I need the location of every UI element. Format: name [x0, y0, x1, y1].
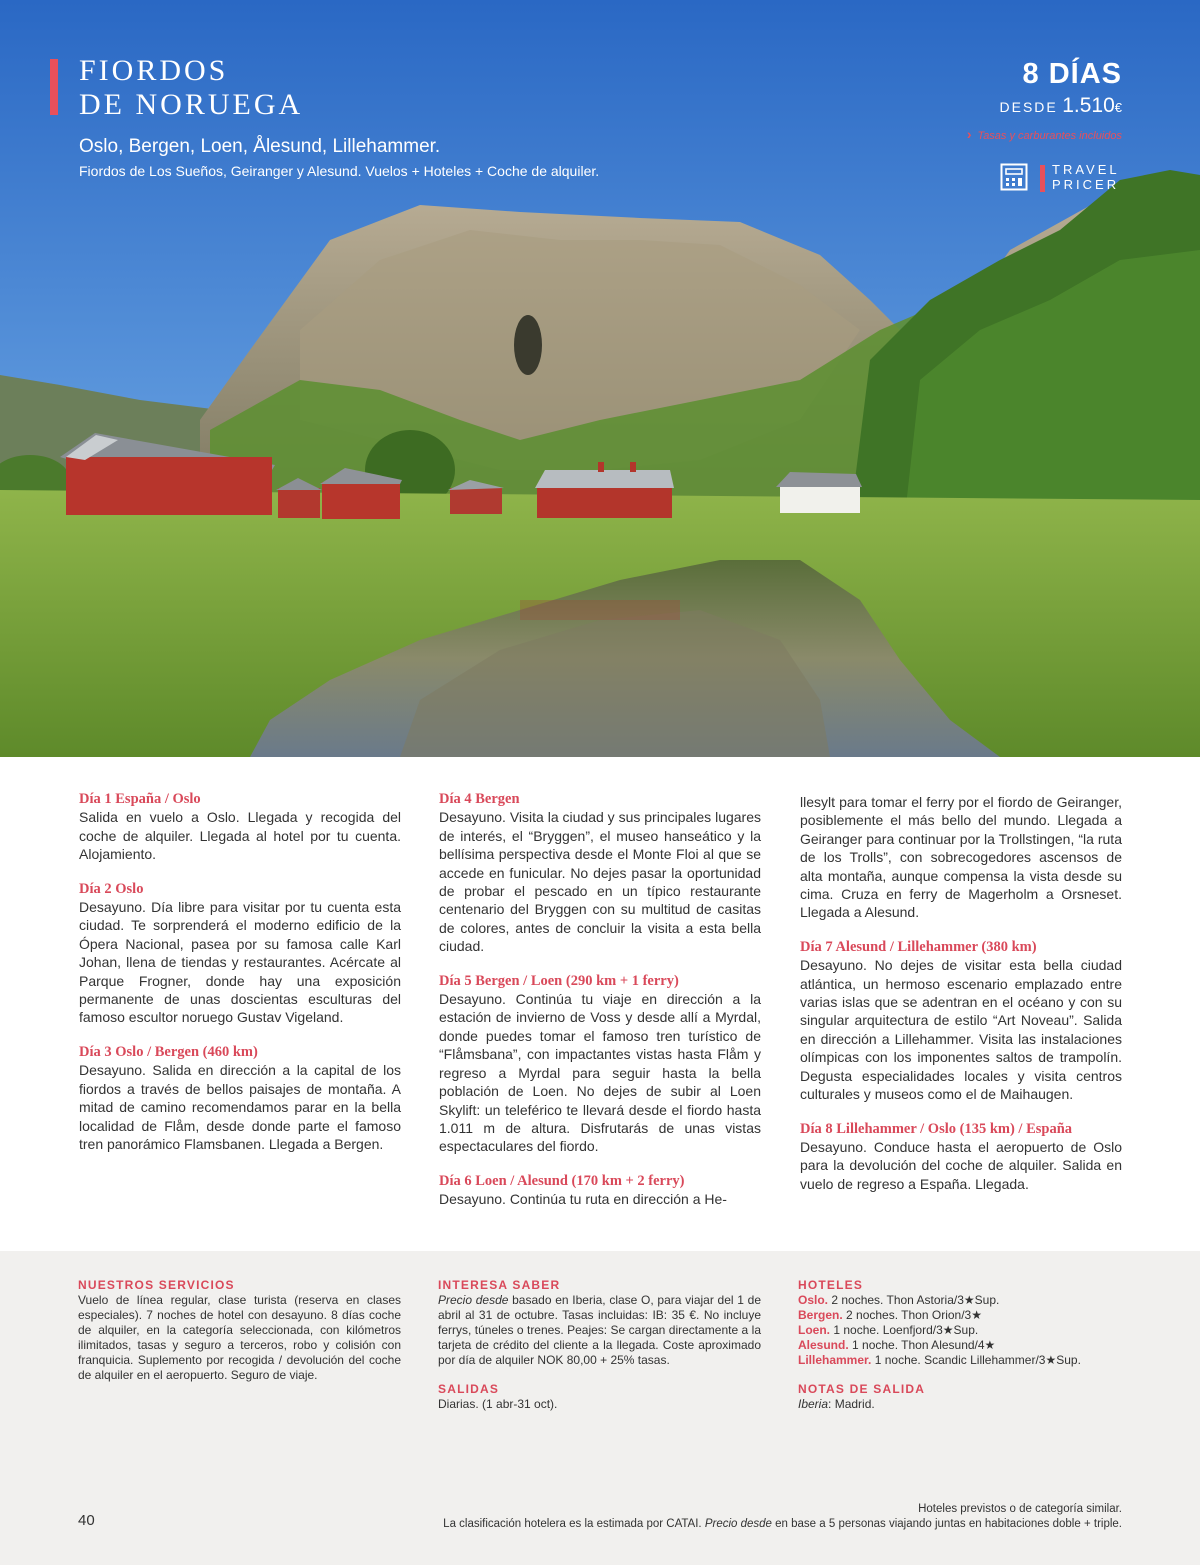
footnote-line-2: [443, 1517, 1122, 1532]
hotel-city: Alesund.: [798, 1338, 849, 1352]
day-8-title: Día 8 Lillehammer / Oslo (135 km) / España: [800, 1120, 1073, 1137]
travel-pricer-label: [1052, 162, 1120, 192]
taxes-note: [967, 126, 1122, 142]
notes-airline: Iberia: [798, 1397, 829, 1411]
know-emphasis: Precio desde: [438, 1293, 509, 1307]
day-5-title: Día 5 Bergen / Loen (290 km + 1 ferry): [439, 972, 679, 989]
hotel-city: Oslo.: [798, 1293, 829, 1307]
hotel-detail: 2 noches. Thon Astoria/3★Sup.: [828, 1293, 1000, 1307]
footnote-text-a: La clasificación hotelera es la estimada por CATAI.: [443, 1518, 705, 1530]
notes-heading: NOTAS DE SALIDA: [798, 1382, 926, 1396]
hotel-city: Bergen.: [798, 1308, 843, 1322]
day-7-title: Día 7 Alesund / Lillehammer (380 km): [800, 938, 1037, 955]
hotel-detail: 2 noches. Thon Orion/3★: [842, 1308, 982, 1322]
pricer-line-2: PRICER: [1052, 177, 1120, 192]
hotel-city: Lillehammer.: [798, 1353, 872, 1367]
route-description: Fiordos de Los Sueños, Geiranger y Alesund. Vuelos + Hoteles + Coche de alquiler.: [79, 163, 600, 179]
know-body: basado en Iberia, clase O, para viajar del 1 de abril al 31 de octubre. Tasas incluidas: IB: 35 €. No incluye ferrys, túneles o trenes. Peajes: Se cargan directamente a la tarjeta de crédito del cliente a la llegada. Coste aproximado por día de alquiler NOK 80,00 + 25% tasas.: [438, 1293, 761, 1367]
title-accent-bar: [50, 59, 58, 115]
day-1-text: Salida en vuelo a Oslo. Llegada y recogida del coche de alquiler. Llegada al hotel por tu cuenta. Alojamiento.: [79, 809, 401, 863]
pricer-accent-bar: [1040, 165, 1045, 192]
footnote-line-1: Hoteles previstos o de categoría similar.: [918, 1503, 1122, 1515]
taxes-label: Tasas y carburantes incluidos: [977, 130, 1122, 142]
hotel-detail: 1 noche. Scandic Lillehammer/3★Sup.: [871, 1353, 1081, 1367]
hotel-row: [798, 1338, 1121, 1353]
notes-text: [798, 1397, 1121, 1412]
price-prefix: DESDE: [999, 99, 1058, 115]
title-line-2: DE NORUEGA: [79, 88, 304, 121]
hotel-row: [798, 1293, 1121, 1308]
services-column: [78, 1278, 401, 1383]
departures-heading: SALIDAS: [438, 1382, 500, 1396]
hotel-row: [798, 1353, 1121, 1368]
day-4-title: Día 4 Bergen: [439, 791, 520, 807]
know-heading: INTERESA SABER: [438, 1278, 561, 1292]
day-5-text: Desayuno. Continúa tu viaje en dirección a la estación de invierno de Voss y desde allí a Myrdal, donde puedes tomar el famoso tren turístico de “Flåmsbana”, con impactantes vistas hasta Flåm y regreso a Myrdal para seguir hasta la bella población de Loen. No dejes de subir al Loen Skylift: un teleférico te llevará desde el fiordo hasta 1.011 m de altura. Disfrutarás de unas vistas espectaculares del fiordo.: [439, 991, 761, 1155]
itinerary-column-1: [79, 788, 401, 1153]
services-text: Vuelo de línea regular, clase turista (reserva en clases especiales). 7 noches de hotel con desayuno. 8 días coche de alquiler, en la categoría seleccionada, con kilómetros ilimitados, tasas y seguro a terceros, robo y colisión con franquicia. Suplemento por recogida / devolución del coche de alquiler en el aeropuerto. Seguro de viaje.: [78, 1293, 401, 1382]
footnote-text-b: en base a 5 personas viajando juntas en habitaciones doble + triple.: [771, 1518, 1122, 1530]
white-house: [776, 472, 862, 513]
calculator-icon: [1000, 163, 1028, 196]
day-8-text: Desayuno. Conduce hasta el aeropuerto de Oslo para la devolución del coche de alquiler. Salida en vuelo de regreso a España. Llegada.: [800, 1138, 1122, 1192]
price-amount: 1.510: [1062, 94, 1115, 117]
chevron-right-icon: ›: [966, 126, 972, 142]
title-line-1: FIORDOS: [79, 54, 229, 87]
day-6-text-continued: llesylt para tomar el ferry por el fiordo de Geiranger, posiblemente el más bello del mundo. Llegada a Geiranger para continuar por la Trollstingen, “la ruta de los Trolls”, con sobrecogedores ascensos de alta montaña, aunque compensa la vista desde su cima. Cruza en ferry de Magerholm a Orsneset. Llegada a Alesund.: [800, 794, 1122, 921]
hotel-detail: 1 noche. Loenfjord/3★Sup.: [830, 1323, 979, 1337]
day-2-title: Día 2 Oslo: [79, 880, 144, 897]
page-number: 40: [78, 1512, 95, 1529]
hotel-detail: 1 noche. Thon Alesund/4★: [848, 1338, 996, 1352]
itinerary-column-3: [800, 788, 1122, 1193]
pricer-line-1: TRAVEL: [1052, 162, 1120, 177]
price-line: [1000, 94, 1122, 118]
day-2-text: Desayuno. Día libre para visitar por tu cuenta esta ciudad. Te sorprenderá el moderno edificio de la Ópera Nacional, pasea por su famosa calle Karl Johan, llena de tiendas y restaurantes. Acércate al Parque Frogner, donde hay una exposición permanente de unas doscientas esculturas del famoso escultor noruego Gustav Vigeland.: [79, 899, 401, 1026]
day-1-title: Día 1 España / Oslo: [79, 791, 201, 807]
day-4-text: Desayuno. Visita la ciudad y sus principales lugares de interés, el “Bryggen”, el museo hanseático y la bellísima perspectiva desde el Monte Floi al que se accede en funicular. No dejes pasar la oportunidad de probar el pescado en un típico restaurante centenario del Bryggen con su multitud de casitas de colores, antes de concluir la visita a esta bella ciudad.: [439, 809, 761, 955]
route-cities: Oslo, Bergen, Loen, Ålesund, Lillehammer.: [79, 136, 441, 157]
footnote-emphasis: Precio desde: [704, 1518, 772, 1530]
red-farmhouse: [535, 462, 674, 518]
day-6-title: Día 6 Loen / Alesund (170 km + 2 ferry): [439, 1172, 685, 1189]
price-currency: €: [1114, 100, 1122, 115]
know-column: [438, 1278, 761, 1412]
day-3-title: Día 3 Oslo / Bergen (460 km): [79, 1043, 258, 1060]
hotels-heading: HOTELES: [798, 1278, 864, 1292]
itinerary-column-2: [439, 788, 761, 1209]
trip-duration: 8 DÍAS: [1022, 58, 1122, 90]
day-3-text: Desayuno. Salida en dirección a la capital de los fiordos a través de bellos paisajes de montaña. A mitad de camino recomendamos parar en la bella localidad de Flåm, desde donde parte el famoso tren panorámico Flamsbanen. Llegada a Bergen.: [79, 1062, 401, 1152]
hotel-city: Loen.: [798, 1323, 830, 1337]
departures-text: Diarias. (1 abr-31 oct).: [438, 1397, 558, 1411]
hotel-row: [798, 1323, 1121, 1338]
services-heading: NUESTROS SERVICIOS: [78, 1278, 235, 1292]
know-text: [438, 1293, 761, 1368]
hotels-column: [798, 1278, 1121, 1412]
hotel-row: [798, 1308, 1121, 1323]
day-6-text-start: Desayuno. Continúa tu ruta en dirección a He-: [439, 1191, 727, 1208]
notes-body: : Madrid.: [828, 1397, 875, 1411]
footnote: [443, 1502, 1122, 1532]
day-7-text: Desayuno. No dejes de visitar esta bella ciudad atlántica, un hermoso escenario emplazado entre varias islas que se adentran en el océano y con su singular arquitectura de estilo “Art Noveau”. Salida en dirección a Lillehammer. Visita las instalaciones olímpicas con los imponentes saltos de trampolín. Degusta especialidades locales y visita centros culturales y museos como el de Maihaugen.: [800, 957, 1122, 1103]
page-title: [79, 54, 303, 122]
